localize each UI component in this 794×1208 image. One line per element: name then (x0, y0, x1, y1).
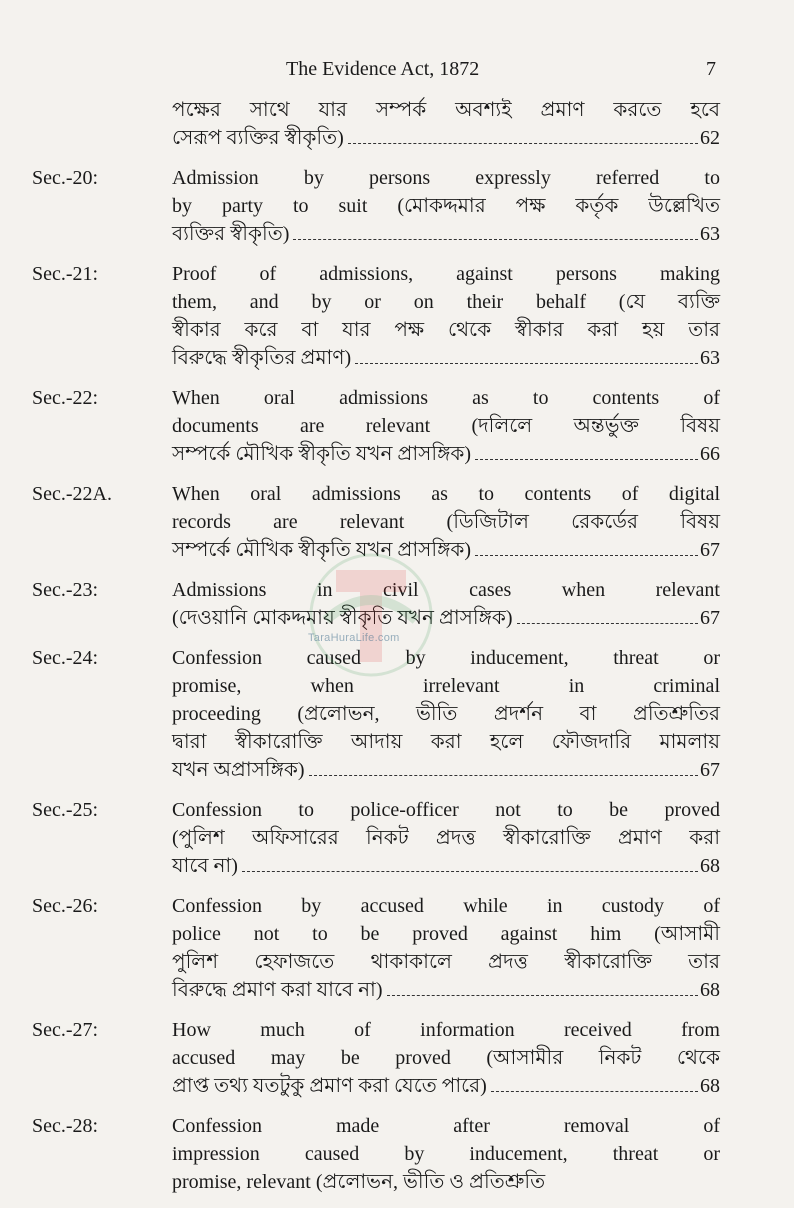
title-line: proceeding (প্রলোভন, ভীতি প্রদর্শন বা প্রতিশ্রুতির (172, 703, 720, 725)
title-line (172, 536, 720, 564)
section-number: Sec.-24: (32, 647, 99, 669)
title-line: police not to be proved against him (আসামী (172, 923, 720, 945)
title-line: স্বীকার করে বা যার পক্ষ থেকে স্বীকার করা হয় তার (172, 319, 720, 341)
entry-gap (0, 880, 794, 892)
title-line: When oral admissions as to contents of (172, 387, 720, 409)
section-number: Sec.-25: (32, 799, 99, 821)
section-number: Sec.-22A. (32, 483, 112, 505)
title-line-text: সম্পর্কে মৌখিক স্বীকৃতি যখন প্রাসঙ্গিক) (172, 539, 471, 561)
page-reference: 63 (700, 347, 720, 369)
title-line: records are relevant (ডিজিটাল রেকর্ডের বিষয় (172, 511, 720, 533)
entry-gap (0, 784, 794, 796)
dot-leader (475, 459, 698, 460)
dot-leader (309, 775, 699, 776)
page-reference: 63 (700, 223, 720, 245)
section-title (172, 576, 720, 632)
title-line: পক্ষের সাথে যার সম্পর্ক অবশ্যই প্রমাণ করতে হবে (172, 99, 720, 121)
section-number: Sec.-26: (32, 895, 99, 917)
section-title (172, 1016, 720, 1100)
title-line: দ্বারা স্বীকারোক্তি আদায় করা হলে ফৌজদারি মামলায় (172, 731, 720, 753)
title-line (172, 976, 720, 1004)
watermark-logo-icon (296, 540, 446, 690)
section-number: Sec.-20: (32, 167, 99, 189)
contents-entry (0, 796, 794, 880)
entry-gap (0, 372, 794, 384)
contents-entry (0, 164, 794, 248)
title-line (172, 852, 720, 880)
title-line-text: যাবে না) (172, 855, 238, 877)
title-line-text: যখন অপ্রাসঙ্গিক) (172, 759, 305, 781)
page-reference: 62 (700, 127, 720, 149)
section-title (172, 260, 720, 372)
running-title: The Evidence Act, 1872 (286, 58, 480, 80)
contents-entry (0, 260, 794, 372)
title-line: Confession made after removal of (172, 1115, 720, 1137)
title-line-text: বিরুদ্ধে স্বীকৃতির প্রমাণ) (172, 347, 352, 369)
title-line: Proof of admissions, against persons making (172, 263, 720, 285)
title-line: accused may be proved (আসামীর নিকট থেকে (172, 1047, 720, 1069)
title-line: Confession to police-officer not to be proved (172, 799, 720, 821)
page-number: 7 (706, 58, 716, 80)
dot-leader (293, 239, 698, 240)
contents-entry (0, 892, 794, 1004)
section-title (172, 1112, 720, 1196)
title-line (172, 220, 720, 248)
entry-gap (0, 1196, 794, 1208)
page-reference: 67 (700, 607, 720, 629)
title-line: পুলিশ হেফাজতে থাকাকালে প্রদত্ত স্বীকারোক্তি তার (172, 951, 720, 973)
title-line: documents are relevant (দলিলে অন্তর্ভুক্ত বিষয় (172, 415, 720, 437)
page-reference: 68 (700, 855, 720, 877)
title-line: them, and by or on their behalf (যে ব্যক্তি (172, 291, 720, 313)
page-reference: 68 (700, 1075, 720, 1097)
section-title (172, 480, 720, 564)
entry-gap (0, 248, 794, 260)
section-title (172, 96, 720, 152)
dot-leader (242, 871, 698, 872)
section-title (172, 384, 720, 468)
section-number: Sec.-23: (32, 579, 99, 601)
entry-gap (0, 1100, 794, 1112)
title-line: Admission by persons expressly referred to (172, 167, 720, 189)
dot-leader (475, 555, 698, 556)
title-line: How much of information received from (172, 1019, 720, 1041)
title-line: Confession caused by inducement, threat or (172, 647, 720, 669)
contents-entry (0, 1112, 794, 1196)
contents-entry (0, 96, 794, 152)
contents-entry (0, 1016, 794, 1100)
section-number: Sec.-28: (32, 1115, 99, 1137)
title-line (172, 756, 720, 784)
title-line: impression caused by inducement, threat or (172, 1143, 720, 1165)
page-reference: 67 (700, 539, 720, 561)
dot-leader (517, 623, 698, 624)
section-number: Sec.-22: (32, 387, 99, 409)
page-reference: 67 (700, 759, 720, 781)
section-number: Sec.-21: (32, 263, 99, 285)
section-title (172, 892, 720, 1004)
entry-gap (0, 152, 794, 164)
title-line (172, 124, 720, 152)
title-line (172, 604, 720, 632)
title-line: (পুলিশ অফিসারের নিকট প্রদত্ত স্বীকারোক্তি প্রমাণ করা (172, 827, 720, 849)
title-line: promise, relevant (প্রলোভন, ভীতি ও প্রতিশ্রুতি (172, 1171, 546, 1193)
title-line-text: প্রাপ্ত তথ্য যতটুকু প্রমাণ করা যেতে পারে) (172, 1075, 487, 1097)
contents-entry (0, 384, 794, 468)
title-line: Admissions in civil cases when relevant (172, 579, 720, 601)
dot-leader (348, 143, 698, 144)
title-line-text: বিরুদ্ধে প্রমাণ করা যাবে না) (172, 979, 383, 1001)
title-line (172, 1072, 720, 1100)
entry-gap (0, 468, 794, 480)
watermark-text: TaraHuraLife.com (308, 632, 400, 644)
title-line (172, 440, 720, 468)
section-title (172, 644, 720, 784)
section-title (172, 796, 720, 880)
page-header (0, 58, 794, 88)
page-reference: 66 (700, 443, 720, 465)
section-number: Sec.-27: (32, 1019, 99, 1041)
title-line: promise, when irrelevant in criminal (172, 675, 720, 697)
dot-leader (387, 995, 698, 996)
title-line: by party to suit (মোকদ্দমার পক্ষ কর্তৃক উল্লেখিত (172, 195, 720, 217)
title-line (172, 344, 720, 372)
title-line-text: সেরূপ ব্যক্তির স্বীকৃতি) (172, 127, 344, 149)
title-line: Confession by accused while in custody of (172, 895, 720, 917)
title-line-text: (দেওয়ানি মোকদ্দমায় স্বীকৃতি যখন প্রাসঙ্গিক) (172, 607, 513, 629)
dot-leader (491, 1091, 698, 1092)
title-line-text: ব্যক্তির স্বীকৃতি) (172, 223, 290, 245)
dot-leader (355, 363, 698, 364)
page-reference: 68 (700, 979, 720, 1001)
section-title (172, 164, 720, 248)
entry-gap (0, 1004, 794, 1016)
title-line: When oral admissions as to contents of digital (172, 483, 720, 505)
title-line-text: সম্পর্কে মৌখিক স্বীকৃতি যখন প্রাসঙ্গিক) (172, 443, 471, 465)
